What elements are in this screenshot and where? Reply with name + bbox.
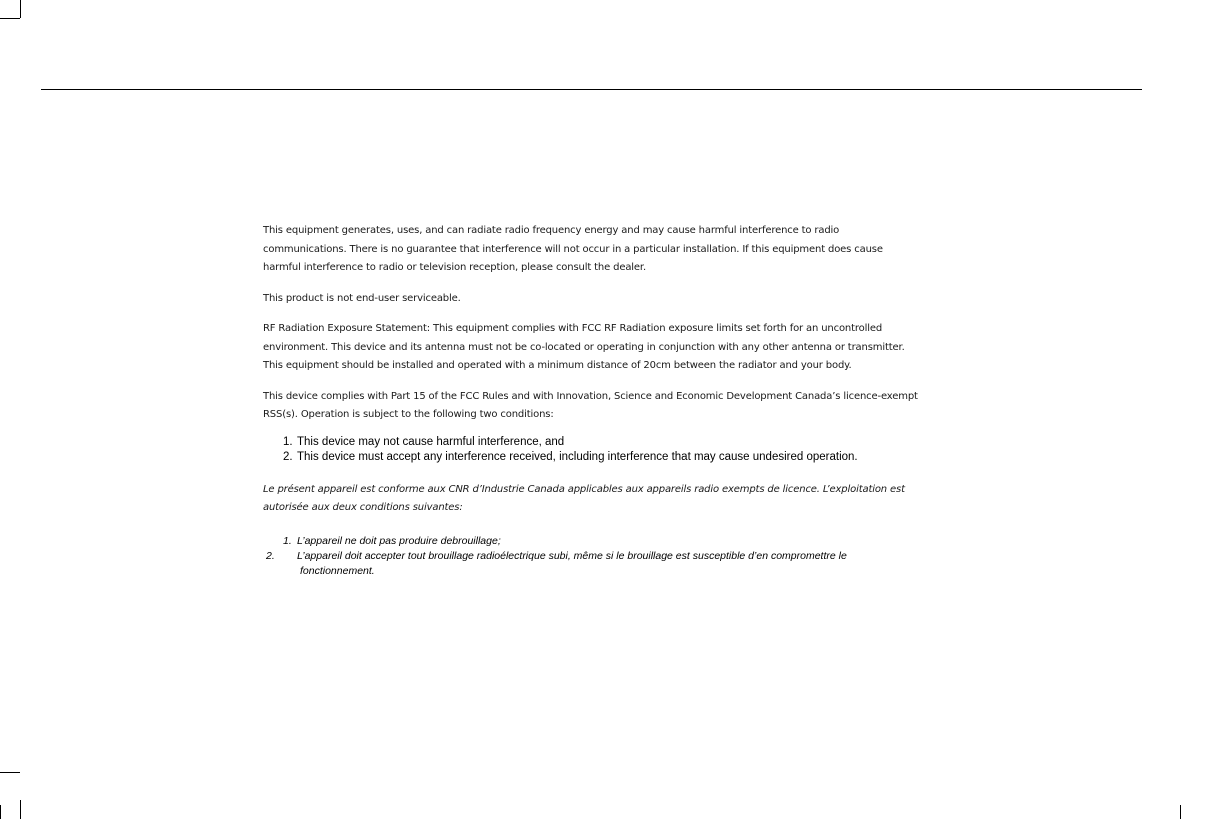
serviceability-paragraph: This product is not end-user serviceable. xyxy=(263,292,461,304)
conditions-list-en xyxy=(263,435,923,465)
list-item: 2. This device must accept any interference received, including interference that may cause undesired operation. xyxy=(283,450,858,463)
header-rule xyxy=(41,89,1142,90)
crop-mark xyxy=(0,18,20,19)
french-compliance-paragraph: Le présent appareil est conforme aux CNR d’Industrie Canada applicables aux appareils radio exempts de licence. L’exploitation est autorisée aux deux conditions suivantes: xyxy=(263,483,905,513)
document-body xyxy=(263,222,923,579)
crop-mark xyxy=(0,772,20,773)
crop-mark xyxy=(20,800,21,819)
crop-mark xyxy=(1180,805,1181,819)
crop-mark xyxy=(0,805,1,819)
interference-paragraph: This equipment generates, uses, and can radiate radio frequency energy and may cause harmful interference to radio communications. There is no guarantee that interference will not occur in a particular installation. If this equipment does cause harmful interference to radio or television reception, please consult the dealer. xyxy=(263,225,883,273)
crop-mark xyxy=(20,0,21,18)
list-item: 1. This device may not cause harmful interference, and xyxy=(283,435,565,448)
list-item: 2. L’appareil doit accepter tout brouillage radioélectrique subi, même si le brouillage est susceptible d’en compromettre le fonctionnement. xyxy=(266,549,847,577)
conditions-list-fr xyxy=(263,534,923,579)
rf-exposure-paragraph: RF Radiation Exposure Statement: This equipment complies with FCC RF Radiation exposure limits set forth for an uncontrolled environment. This device and its antenna must not be co-located or operating in conjunction with any other antenna or transmitter. This equipment should be installed and operated with a minimum distance of 20cm between the radiator and your body. xyxy=(263,323,905,371)
compliance-paragraph: This device complies with Part 15 of the FCC Rules and with Innovation, Science and Economic Development Canada’s licence-exempt RSS(s). Operation is subject to the following two conditions: xyxy=(263,390,918,420)
list-item: 1. L’appareil ne doit pas produire debrouillage; xyxy=(283,534,501,547)
